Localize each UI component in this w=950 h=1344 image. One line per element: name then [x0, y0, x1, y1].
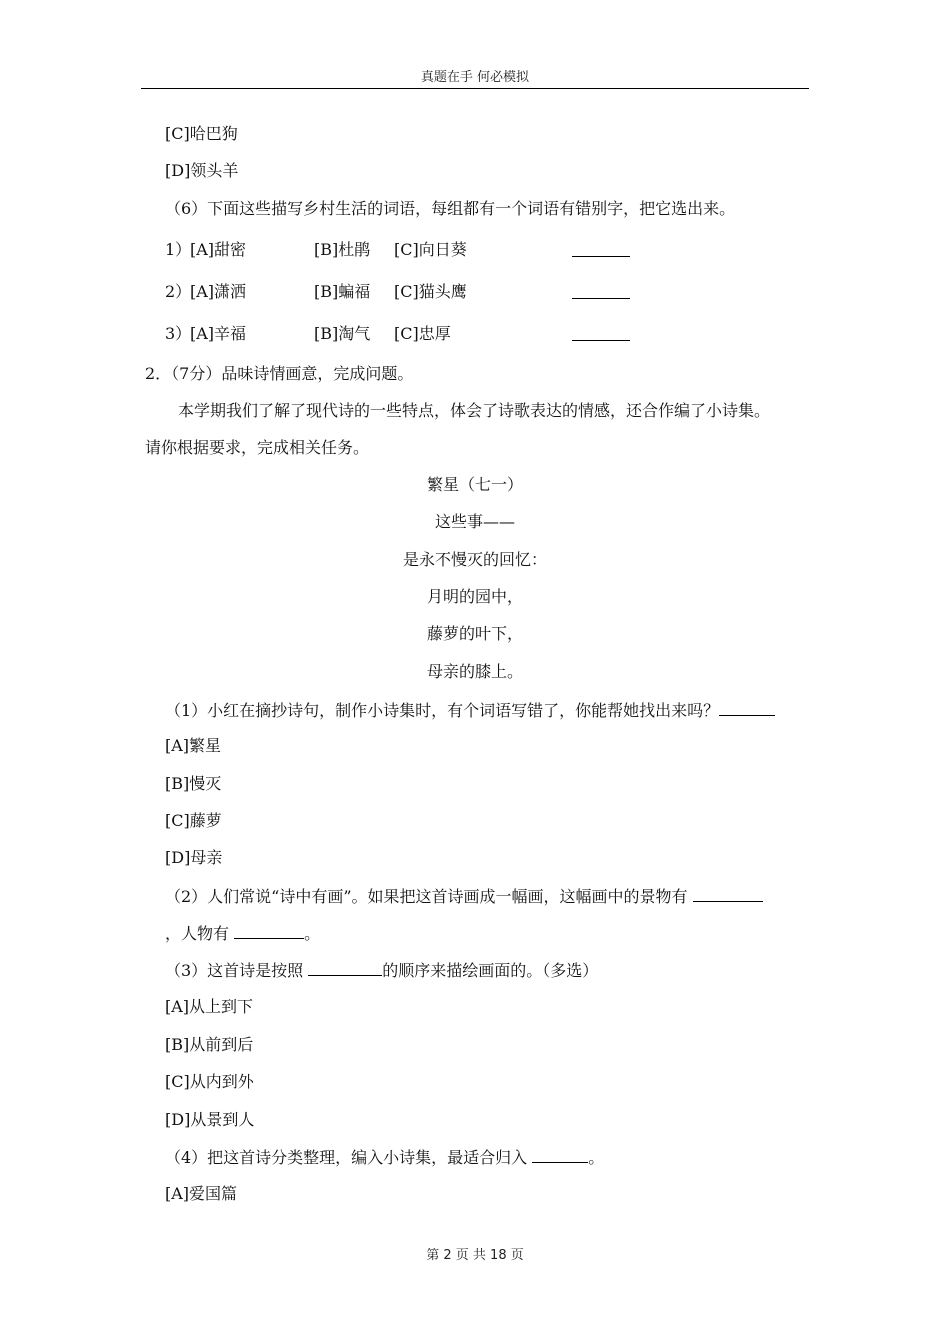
- sub3-option-a: [A]从上到下: [165, 997, 254, 1016]
- q2-intro-line2: 请你根据要求，完成相关任务。: [145, 438, 370, 457]
- q6-row2-b: [B]蝙福: [314, 282, 371, 301]
- sub2-stem-end: 。: [304, 924, 321, 943]
- q6-row3-num: 3）: [165, 324, 192, 343]
- q6-row1-num: 1）: [165, 240, 192, 259]
- sub4-stem-a: （4）把这首诗分类整理，编入小诗集，最适合归入: [165, 1148, 528, 1167]
- poem-line-2: 是永不慢灭的回忆：: [402, 550, 547, 569]
- q6-row2-a: [A]潇洒: [190, 282, 247, 301]
- page-footer: 第 2 页 共 18 页: [426, 1248, 524, 1263]
- sub3-stem-a: （3）这首诗是按照: [165, 961, 304, 980]
- poem-title: 繁星（七一）: [426, 475, 523, 494]
- sub1-option-a: [A]繁星: [165, 736, 222, 755]
- sub4-answer-blank[interactable]: [532, 1147, 588, 1163]
- sub2-stem-line2: [165, 923, 320, 944]
- sub1-option-d: [D]母亲: [165, 848, 223, 867]
- sub2-stem-a: （2）人们常说“诗中有画”。如果把这首诗画成一幅画，这幅画中的景物有: [165, 887, 688, 906]
- q6-stem: （6）下面这些描写乡村生活的词语，每组都有一个词语有错别字，把它选出来。: [165, 199, 736, 218]
- sub2-stem-line1: [165, 886, 763, 907]
- poem-line-3: 月明的园中，: [426, 587, 523, 606]
- sub2-people-blank[interactable]: [234, 923, 304, 939]
- sub3-option-d: [D]从景到人: [165, 1110, 255, 1129]
- q6-row3-a: [A]辛福: [190, 324, 247, 343]
- sub3-stem: [165, 960, 598, 981]
- sub4-stem: [165, 1147, 604, 1168]
- sub1-stem-text: （1）小红在摘抄诗句，制作小诗集时，有个词语写错了，你能帮她找出来吗？: [165, 701, 720, 720]
- poem-line-5: 母亲的膝上。: [426, 662, 523, 681]
- sub1-answer-blank[interactable]: [719, 700, 775, 716]
- header-rule: [141, 88, 809, 89]
- option-d: [D]领头羊: [165, 161, 239, 180]
- q2-intro-line1: 本学期我们了解了现代诗的一些特点，体会了诗歌表达的情感，还合作编了小诗集。: [178, 401, 771, 420]
- q2-title: 2．（7分）品味诗情画意，完成问题。: [145, 364, 414, 383]
- poem-line-1: 这些事——: [434, 512, 515, 531]
- page-header: 真题在手 何必模拟: [420, 70, 530, 85]
- sub4-stem-end: 。: [588, 1148, 605, 1167]
- sub1-stem: [165, 700, 775, 721]
- sub1-option-b: [B]慢灭: [165, 774, 222, 793]
- sub2-stem-b: ，人物有: [165, 924, 230, 943]
- sub2-scenery-blank[interactable]: [693, 886, 763, 902]
- sub1-option-c: [C]藤萝: [165, 811, 222, 830]
- q6-row2-c: [C]猫头鹰: [394, 282, 467, 301]
- q6-row3-c: [C]忠厚: [394, 324, 451, 343]
- q6-row3-b: [B]淘气: [314, 324, 371, 343]
- q6-row2-answer-blank[interactable]: [572, 298, 630, 299]
- sub3-option-c: [C]从内到外: [165, 1072, 254, 1091]
- sub3-answer-blank[interactable]: [308, 960, 382, 976]
- sub3-option-b: [B]从前到后: [165, 1035, 254, 1054]
- option-c: [C]哈巴狗: [165, 124, 238, 143]
- q6-row2-num: 2）: [165, 282, 192, 301]
- q6-row3-answer-blank[interactable]: [572, 340, 630, 341]
- poem-line-4: 藤萝的叶下，: [426, 624, 523, 643]
- q6-row1-answer-blank[interactable]: [572, 256, 630, 257]
- sub3-stem-b: 的顺序来描绘画面的。（多选）: [382, 961, 599, 980]
- sub4-option-a: [A]爱国篇: [165, 1184, 238, 1203]
- q6-row1-c: [C]向日葵: [394, 240, 467, 259]
- q6-row1-a: [A]甜密: [190, 240, 247, 259]
- q6-row1-b: [B]杜鹃: [314, 240, 371, 259]
